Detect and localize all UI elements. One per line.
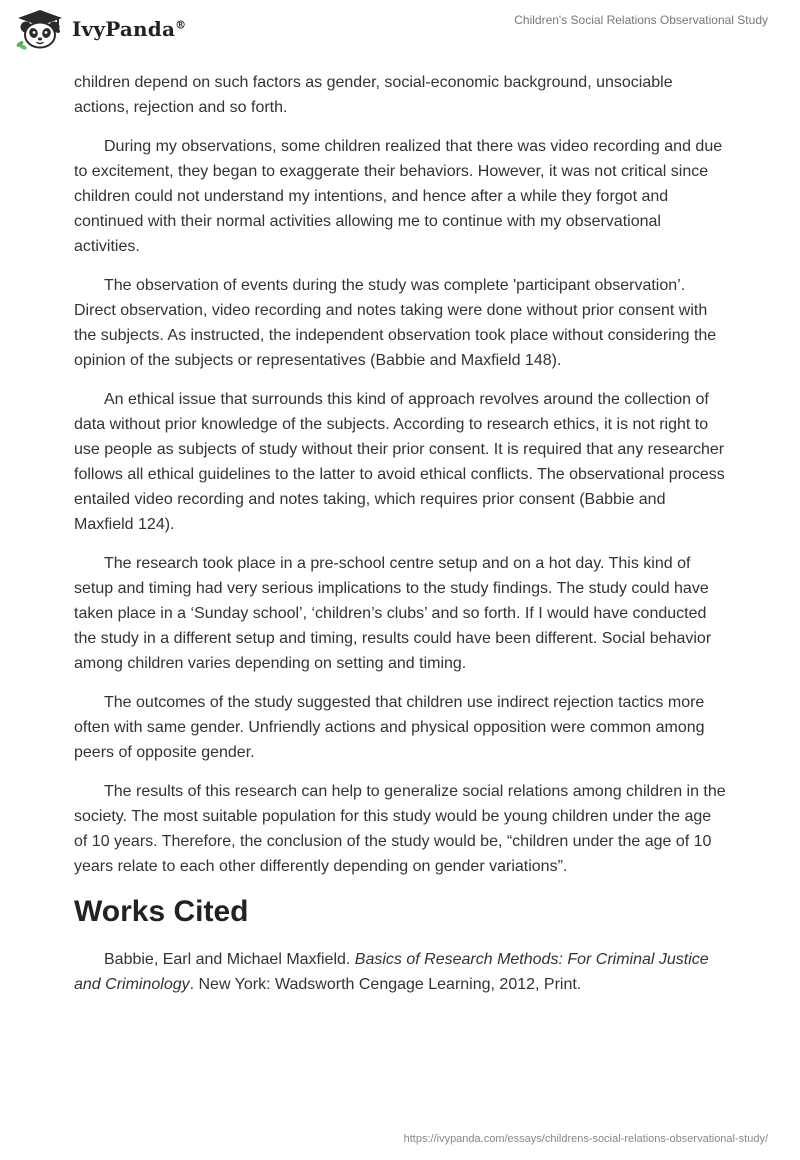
paragraph: children depend on such factors as gender, social-economic background, unsociable actions, rejection and so forth. xyxy=(74,74,673,116)
page-header xyxy=(0,0,800,62)
panda-logo-icon xyxy=(14,8,66,50)
works-cited-heading: Works Cited xyxy=(74,895,249,928)
citation-entry xyxy=(74,947,726,997)
paragraph: During my observations, some children realized that there was video recording and due to excitement, they began to exaggerate their behaviors. However, it was not critical since children could not understand my intentions, and hence after a while they forgot and continued with their normal activities allowing me to continue with my observational activities. xyxy=(74,138,723,255)
source-url[interactable]: https://ivypanda.com/essays/childrens-social-relations-observational-study/ xyxy=(403,1133,768,1145)
document-title: Children's Social Relations Observational Study xyxy=(514,13,768,27)
citation-title: Basics of Research Methods: For Criminal Justice and Criminology xyxy=(74,951,709,993)
citation-publisher: . New York: Wadsworth Cengage Learning, 2012, Print. xyxy=(189,976,582,993)
brand-name: IvyPanda® xyxy=(72,17,187,41)
paragraph: An ethical issue that surrounds this kind of approach revolves around the collection of data without prior knowledge of the subjects. According to research ethics, it is not right to use people as subjects of study without their prior consent. It is required that any researcher follows all ethical guidelines to the latter to avoid ethical conflicts. The observational process entailed video recording and notes taking, which requires prior consent (Babbie and Maxfield 124). xyxy=(74,391,725,533)
ivypanda-logo[interactable] xyxy=(14,8,186,50)
paragraph: The results of this research can help to generalize social relations among children in the society. The most suitable population for this study would be young children under the age of 10 years. Therefore, the conclusion of the study would be, “children under the age of 10 years relate to each other differently depending on gender variations”. xyxy=(74,783,726,875)
paragraph: The outcomes of the study suggested that children use indirect rejection tactics more often with same gender. Unfriendly actions and physical opposition were common among peers of opposite gender. xyxy=(74,694,705,761)
essay-body xyxy=(74,70,726,1011)
citation-authors: Babbie, Earl and Michael Maxfield. xyxy=(104,951,355,968)
paragraph: The observation of events during the study was complete 'participant observation’. Direct observation, video recording and notes taking were done without prior consent with the subjects. As instructed, the independent observation took place without considering the opinion of the subjects or representatives (Babbie and Maxfield 148). xyxy=(74,277,717,369)
paragraph: The research took place in a pre-school centre setup and on a hot day. This kind of setup and timing had very serious implications to the study findings. The study could have taken place in a ‘Sunday school’, ‘children’s clubs’ and so forth. If I would have conducted the study in a different setup and timing, results could have been different. Social behavior among children varies depending on setting and timing. xyxy=(74,555,712,672)
